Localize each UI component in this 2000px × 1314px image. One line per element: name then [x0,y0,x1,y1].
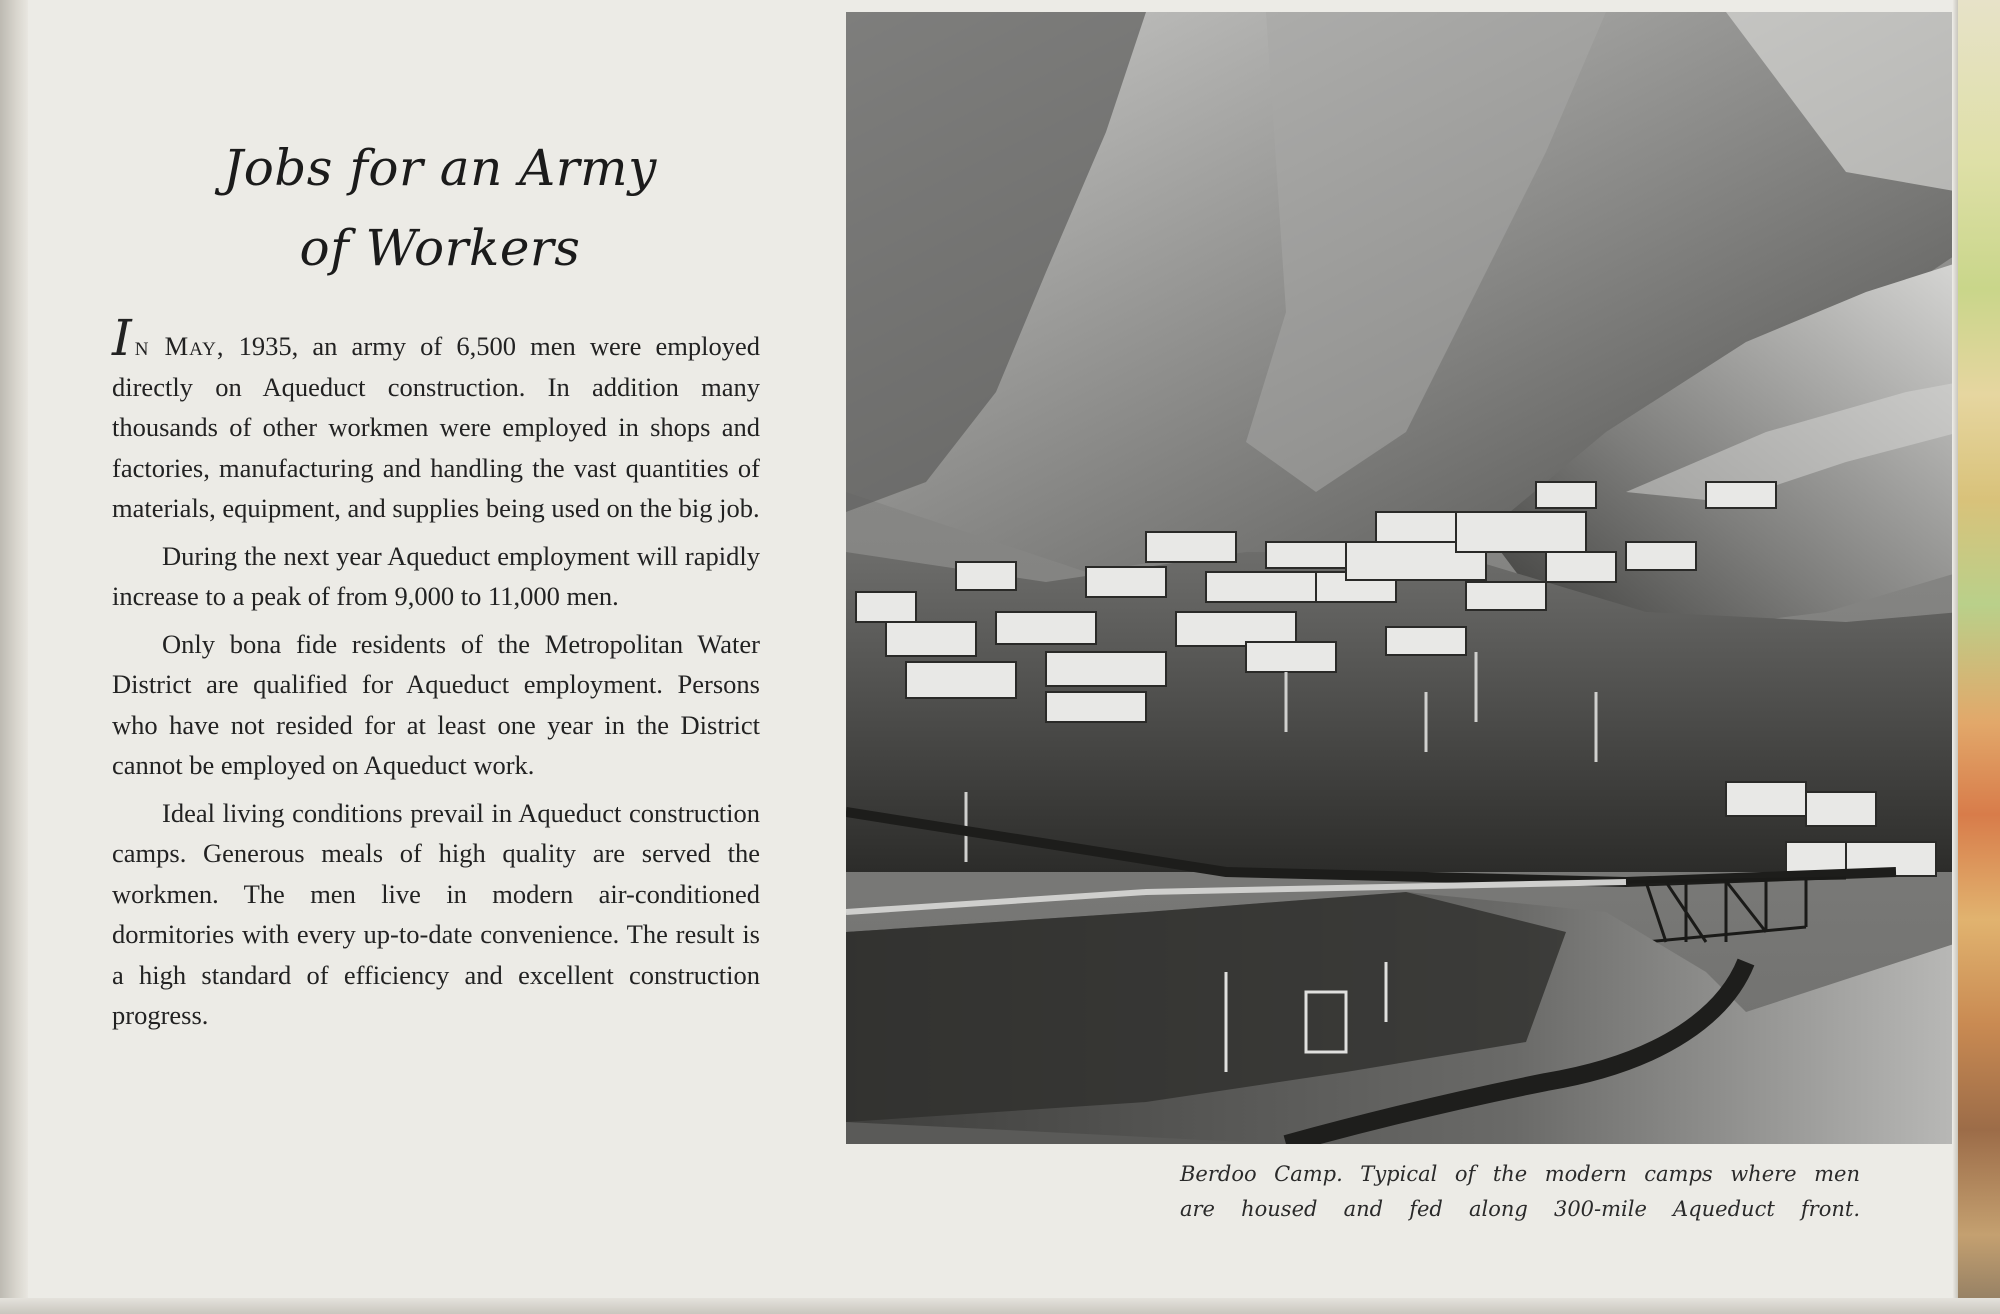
page-bottom-edge [0,1298,2000,1314]
page-heading [160,128,720,288]
opening-small-caps: n May, [134,331,225,361]
caption-line-2: are housed and fed along 300-mile Aqueduct front. [1180,1197,1860,1221]
cover-edge-strip [1958,0,2000,1314]
caption-line-1: Berdoo Camp. Typical of the modern camps where men [1180,1162,1860,1186]
camp-photograph [846,12,1960,1144]
paragraph-1 [112,309,760,529]
article-body [112,309,760,1043]
paragraph-2: During the next year Aqueduct employment will rapidly increase to a peak of from 9,000 to 11,000 men. [112,540,760,611]
camp-photo-illustration [846,12,1960,1144]
paragraph-1-text: 1935, an army of 6,500 men were employed directly on Aqueduct construction. In addition many thousands of other workmen were employed in shops and factories, manufacturing and handling the vast quantities of materials, equipment, and supplies being used on the big job. [112,331,760,523]
binding-shadow [0,0,28,1314]
photo-caption [1180,1157,1860,1227]
heading-line-2: of Workers [299,219,581,277]
drop-cap: I [112,309,132,367]
paragraph-4: Ideal living conditions prevail in Aqueduct construction camps. Generous meals of high quality are served the workmen. The men live in modern air-conditioned dormitories with every up-to-date convenience. The result is a high standard of efficiency and excellent construction progress. [112,797,760,1030]
paragraph-3: Only bona fide residents of the Metropolitan Water District are qualified for Aqueduct employment. Persons who have not resided for at least one year in the District cannot be employed on Aqueduct work. [112,628,760,780]
heading-line-1: Jobs for an Army [223,139,657,197]
